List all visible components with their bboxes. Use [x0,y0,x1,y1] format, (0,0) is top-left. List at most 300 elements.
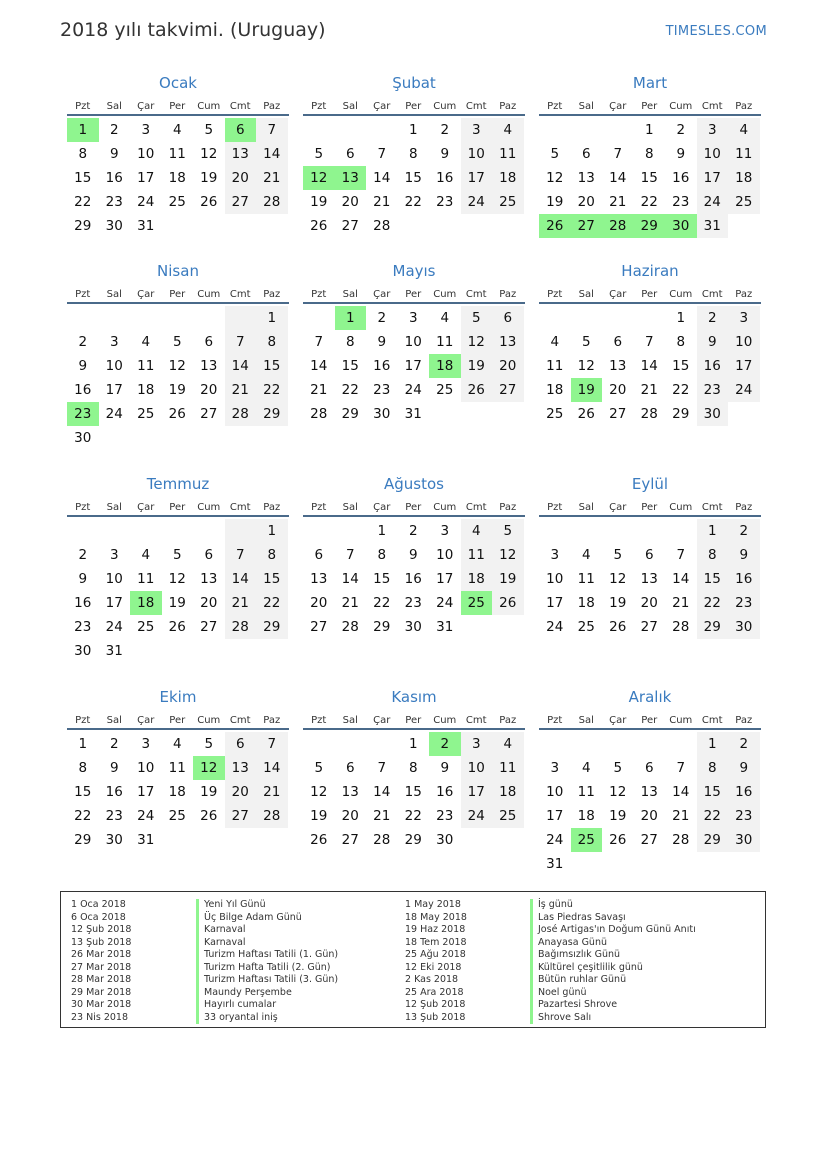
day-cell: 12 [200,146,218,162]
day-cell: 15 [697,780,729,804]
week-row [539,354,761,378]
weekday-label: Sal [106,502,122,513]
legend-holiday-name: Turizm Hafta Tatili (2. Gün) [196,962,338,975]
day-cell: 4 [461,519,493,543]
brand-logo-text[interactable]: TIMESLES.COM [665,24,767,39]
empty-day-cell [634,732,666,756]
day-cell: 14 [373,784,391,800]
weekday-label: Çar [373,101,391,112]
day-cell: 28 [256,804,288,828]
week-row [539,402,761,426]
day-cell: 20 [492,354,524,378]
day-cell: 14 [640,358,658,374]
empty-day-cell [130,306,162,330]
day-cell: 19 [200,784,218,800]
weekday-label: Per [641,101,658,112]
weekday-label: Çar [373,289,391,300]
week-row [539,118,761,142]
day-cell: 4 [581,760,591,776]
legend-holiday-name: Turizm Haftası Tatili (3. Gün) [196,974,338,987]
day-cell: 13 [225,142,257,166]
day-cell: 24 [546,619,564,635]
day-cell: 21 [373,194,391,210]
day-cell: 3 [109,547,119,563]
weekday-label: Sal [578,715,594,726]
day-cell: 6 [225,118,257,142]
day-cell: 15 [74,784,92,800]
day-cell: 11 [577,784,595,800]
weekday-label: Per [641,289,658,300]
weekday-label: Per [405,289,422,300]
legend-names-col-2 [530,899,696,1024]
weekday-header [539,500,761,517]
weekday-label: Per [641,502,658,513]
day-cell: 16 [436,170,454,186]
day-cell: 4 [550,334,560,350]
day-cell: 2 [728,519,760,543]
weekday-label: Sal [106,715,122,726]
week-row [67,378,289,402]
day-cell: 8 [408,760,418,776]
day-cell: 25 [168,194,186,210]
day-cell: 30 [373,406,391,422]
day-cell: 13 [640,784,658,800]
weekday-header [67,99,289,116]
day-cell: 14 [256,142,288,166]
day-cell: 14 [341,571,359,587]
empty-day-cell [256,639,288,663]
day-cell: 6 [345,146,355,162]
empty-day-cell [602,732,634,756]
day-cell: 30 [74,643,92,659]
weekday-header [303,287,525,304]
week-row [539,615,761,639]
day-cell: 9 [440,760,450,776]
day-cell: 1 [408,122,418,138]
week-row [67,354,289,378]
empty-day-cell [225,519,257,543]
day-cell: 12 [168,358,186,374]
legend-date: 29 Mar 2018 [71,986,132,998]
day-cell: 29 [341,406,359,422]
weekday-label: Per [169,502,186,513]
day-cell: 23 [373,382,391,398]
week-row [539,214,761,238]
week-row [303,519,525,543]
day-cell: 26 [461,378,493,402]
week-row [539,567,761,591]
empty-day-cell [303,306,335,330]
day-cell: 16 [74,595,92,611]
legend-holiday-name: Pazartesi Shrove [530,999,696,1012]
weekday-label: Per [169,101,186,112]
day-cell: 8 [256,330,288,354]
day-cell: 23 [105,194,123,210]
day-cell: 23 [67,402,99,426]
day-cell: 27 [310,619,328,635]
day-cell: 4 [172,122,182,138]
weekday-label: Çar [609,289,627,300]
weekday-label: Cum [669,715,693,726]
empty-day-cell [335,732,367,756]
day-cell: 4 [141,547,151,563]
day-cell: 7 [676,547,686,563]
week-row [539,852,761,876]
weekday-label: Pzt [311,289,327,300]
empty-day-cell [99,306,131,330]
weekday-label: Sal [578,502,594,513]
day-cell: 29 [634,214,666,238]
empty-day-cell [728,852,760,876]
weekday-label: Pzt [75,101,91,112]
empty-day-cell [571,852,603,876]
empty-day-cell [461,828,493,852]
empty-day-cell [539,732,571,756]
legend-holiday-name: İş günü [530,899,696,912]
weekday-label: Çar [609,715,627,726]
weekday-label: Per [405,101,422,112]
weekday-label: Per [405,502,422,513]
week-row [67,639,289,663]
day-cell: 5 [613,760,623,776]
day-cell: 7 [676,760,686,776]
day-cell: 6 [314,547,324,563]
weekday-label: Cmt [465,715,487,726]
empty-day-cell [303,118,335,142]
day-cell: 30 [697,402,729,426]
day-cell: 31 [105,643,123,659]
week-row [539,142,761,166]
day-cell: 7 [613,146,623,162]
day-cell: 22 [404,808,422,824]
weekday-label: Cmt [701,289,723,300]
day-cell: 31 [436,619,454,635]
day-cell: 26 [609,619,627,635]
day-cell: 2 [697,306,729,330]
day-cell: 19 [546,194,564,210]
legend-date: 25 Ağu 2018 [405,949,466,960]
weekday-label: Sal [106,289,122,300]
weekday-label: Sal [578,289,594,300]
weekday-label: Cum [433,289,457,300]
day-cell: 1 [644,122,654,138]
day-cell: 19 [609,808,627,824]
day-cell: 12 [492,543,524,567]
day-cell: 13 [577,170,595,186]
day-cell: 24 [728,378,760,402]
week-row [303,402,525,426]
day-cell: 22 [697,804,729,828]
day-cell: 17 [728,354,760,378]
weekday-label: Pzt [75,289,91,300]
day-cell: 2 [408,523,418,539]
day-cell: 8 [256,543,288,567]
day-cell: 22 [256,591,288,615]
day-cell: 27 [341,832,359,848]
day-cell: 7 [644,334,654,350]
day-cell: 15 [697,567,729,591]
week-row [67,732,289,756]
legend-date: 28 Mar 2018 [71,974,132,985]
day-cell: 25 [137,619,155,635]
day-cell: 20 [577,194,595,210]
day-cell: 27 [225,804,257,828]
day-cell: 7 [256,732,288,756]
day-cell: 10 [137,146,155,162]
day-cell: 27 [200,619,218,635]
day-cell: 14 [225,354,257,378]
month-block [67,73,289,238]
day-cell: 30 [436,832,454,848]
day-cell: 9 [440,146,450,162]
day-cell: 23 [105,808,123,824]
day-cell: 13 [640,571,658,587]
week-row [539,543,761,567]
day-cell: 26 [310,218,328,234]
weekday-label: Çar [137,715,155,726]
day-cell: 3 [408,310,418,326]
day-cell: 11 [436,334,454,350]
weekday-header [303,713,525,730]
day-cell: 19 [310,194,328,210]
day-cell: 26 [200,808,218,824]
day-cell: 22 [256,378,288,402]
week-row [539,756,761,780]
day-cell: 28 [602,214,634,238]
day-cell: 4 [172,736,182,752]
day-cell: 26 [168,406,186,422]
page-title: 2018 yılı takvimi. (Uruguay) [60,19,326,41]
legend-holiday-name: Turizm Haftası Tatili (1. Gün) [196,949,338,962]
day-cell: 18 [130,591,162,615]
day-cell: 21 [256,780,288,804]
empty-day-cell [634,852,666,876]
day-cell: 10 [461,142,493,166]
weekday-label: Çar [137,502,155,513]
week-row [303,756,525,780]
day-cell: 31 [697,214,729,238]
day-cell: 24 [461,804,493,828]
legend-date: 13 Şub 2018 [405,1011,466,1023]
day-cell: 2 [728,732,760,756]
legend-date: 18 Tem 2018 [405,936,467,948]
day-cell: 21 [609,194,627,210]
weekday-label: Cum [197,101,221,112]
day-cell: 30 [728,828,760,852]
week-row [303,142,525,166]
legend-date: 1 May 2018 [405,899,461,910]
weekday-label: Per [169,289,186,300]
day-cell: 17 [404,358,422,374]
day-cell: 6 [644,547,654,563]
day-cell: 2 [78,547,88,563]
empty-day-cell [193,519,225,543]
day-cell: 12 [310,784,328,800]
day-cell: 7 [377,760,387,776]
weekday-label: Paz [735,502,753,513]
legend-date: 12 Eki 2018 [405,961,462,973]
day-cell: 14 [256,756,288,780]
day-cell: 15 [341,358,359,374]
weekday-label: Cum [197,502,221,513]
day-cell: 30 [665,214,697,238]
day-cell: 13 [609,358,627,374]
day-cell: 5 [461,306,493,330]
day-cell: 11 [137,571,155,587]
empty-day-cell [571,732,603,756]
day-cell: 2 [429,732,461,756]
day-cell: 14 [672,784,690,800]
day-cell: 23 [404,595,422,611]
day-cell: 6 [581,146,591,162]
day-cell: 3 [461,732,493,756]
day-cell: 26 [492,591,524,615]
day-cell: 14 [373,170,391,186]
day-cell: 28 [256,190,288,214]
weekday-label: Cmt [229,101,251,112]
day-cell: 8 [78,146,88,162]
day-cell: 25 [492,804,524,828]
empty-day-cell [335,519,367,543]
weekday-header [539,99,761,116]
day-cell: 28 [310,406,328,422]
day-cell: 11 [168,760,186,776]
week-row [303,732,525,756]
empty-day-cell [461,214,493,238]
empty-day-cell [193,828,225,852]
day-cell: 27 [492,378,524,402]
day-cell: 9 [728,756,760,780]
day-cell: 10 [728,330,760,354]
day-cell: 17 [436,571,454,587]
empty-day-cell [728,402,760,426]
day-cell: 10 [461,756,493,780]
day-cell: 19 [310,808,328,824]
empty-day-cell [571,519,603,543]
empty-day-cell [130,426,162,450]
day-cell: 20 [341,808,359,824]
day-cell: 29 [256,615,288,639]
weekday-label: Çar [137,101,155,112]
day-cell: 3 [141,736,151,752]
day-cell: 13 [200,571,218,587]
day-cell: 17 [137,170,155,186]
day-cell: 13 [225,756,257,780]
day-cell: 25 [577,619,595,635]
day-cell: 6 [204,334,214,350]
day-cell: 4 [492,118,524,142]
day-cell: 18 [577,808,595,824]
day-cell: 28 [225,402,257,426]
day-cell: 21 [225,591,257,615]
legend-date: 12 Şub 2018 [71,924,132,935]
day-cell: 15 [256,567,288,591]
week-row [303,828,525,852]
day-cell: 24 [404,382,422,398]
legend-date: 1 Oca 2018 [71,899,126,910]
week-row [303,330,525,354]
day-cell: 20 [609,382,627,398]
day-cell: 5 [613,547,623,563]
day-cell: 21 [672,595,690,611]
day-cell: 18 [492,780,524,804]
empty-day-cell [728,214,760,238]
day-cell: 10 [697,142,729,166]
weekday-label: Sal [342,289,358,300]
day-cell: 21 [373,808,391,824]
legend-dates-col-2 [405,899,467,1024]
day-cell: 24 [105,619,123,635]
empty-day-cell [130,519,162,543]
day-cell: 17 [546,595,564,611]
legend-holiday-name: Noel günü [530,987,696,1000]
week-row [67,756,289,780]
empty-day-cell [256,214,288,238]
empty-day-cell [225,828,257,852]
week-row [539,591,761,615]
month-block [67,261,289,450]
legend-date: 25 Ara 2018 [405,986,464,998]
legend-holiday-name: Shrove Salı [530,1012,696,1025]
week-row [67,615,289,639]
day-cell: 25 [571,828,603,852]
week-row [67,828,289,852]
day-cell: 2 [676,122,686,138]
day-cell: 21 [341,595,359,611]
day-cell: 16 [436,784,454,800]
month-name: Mart [632,74,668,92]
week-row [303,615,525,639]
empty-day-cell [492,402,524,426]
day-cell: 14 [672,571,690,587]
empty-day-cell [665,852,697,876]
holiday-legend [60,891,766,1028]
empty-day-cell [162,214,194,238]
weekday-label: Paz [499,502,517,513]
weekday-label: Cum [669,502,693,513]
day-cell: 9 [408,547,418,563]
empty-day-cell [256,426,288,450]
day-cell: 8 [377,547,387,563]
day-cell: 5 [550,146,560,162]
day-cell: 12 [609,784,627,800]
day-cell: 1 [676,310,686,326]
day-cell: 5 [204,736,214,752]
day-cell: 4 [728,118,760,142]
weekday-label: Pzt [547,101,563,112]
day-cell: 5 [204,122,214,138]
day-cell: 9 [109,760,119,776]
weekday-label: Per [641,715,658,726]
month-name: Haziran [621,262,679,280]
empty-day-cell [256,828,288,852]
day-cell: 25 [137,406,155,422]
day-cell: 18 [577,595,595,611]
day-cell: 10 [137,760,155,776]
day-cell: 25 [492,190,524,214]
day-cell: 23 [74,619,92,635]
day-cell: 11 [492,756,524,780]
weekday-header [303,99,525,116]
empty-day-cell [571,306,603,330]
day-cell: 9 [109,146,119,162]
day-cell: 1 [78,736,88,752]
month-block [67,687,289,852]
day-cell: 19 [609,595,627,611]
day-cell: 7 [256,118,288,142]
week-row [67,330,289,354]
day-cell: 19 [168,382,186,398]
